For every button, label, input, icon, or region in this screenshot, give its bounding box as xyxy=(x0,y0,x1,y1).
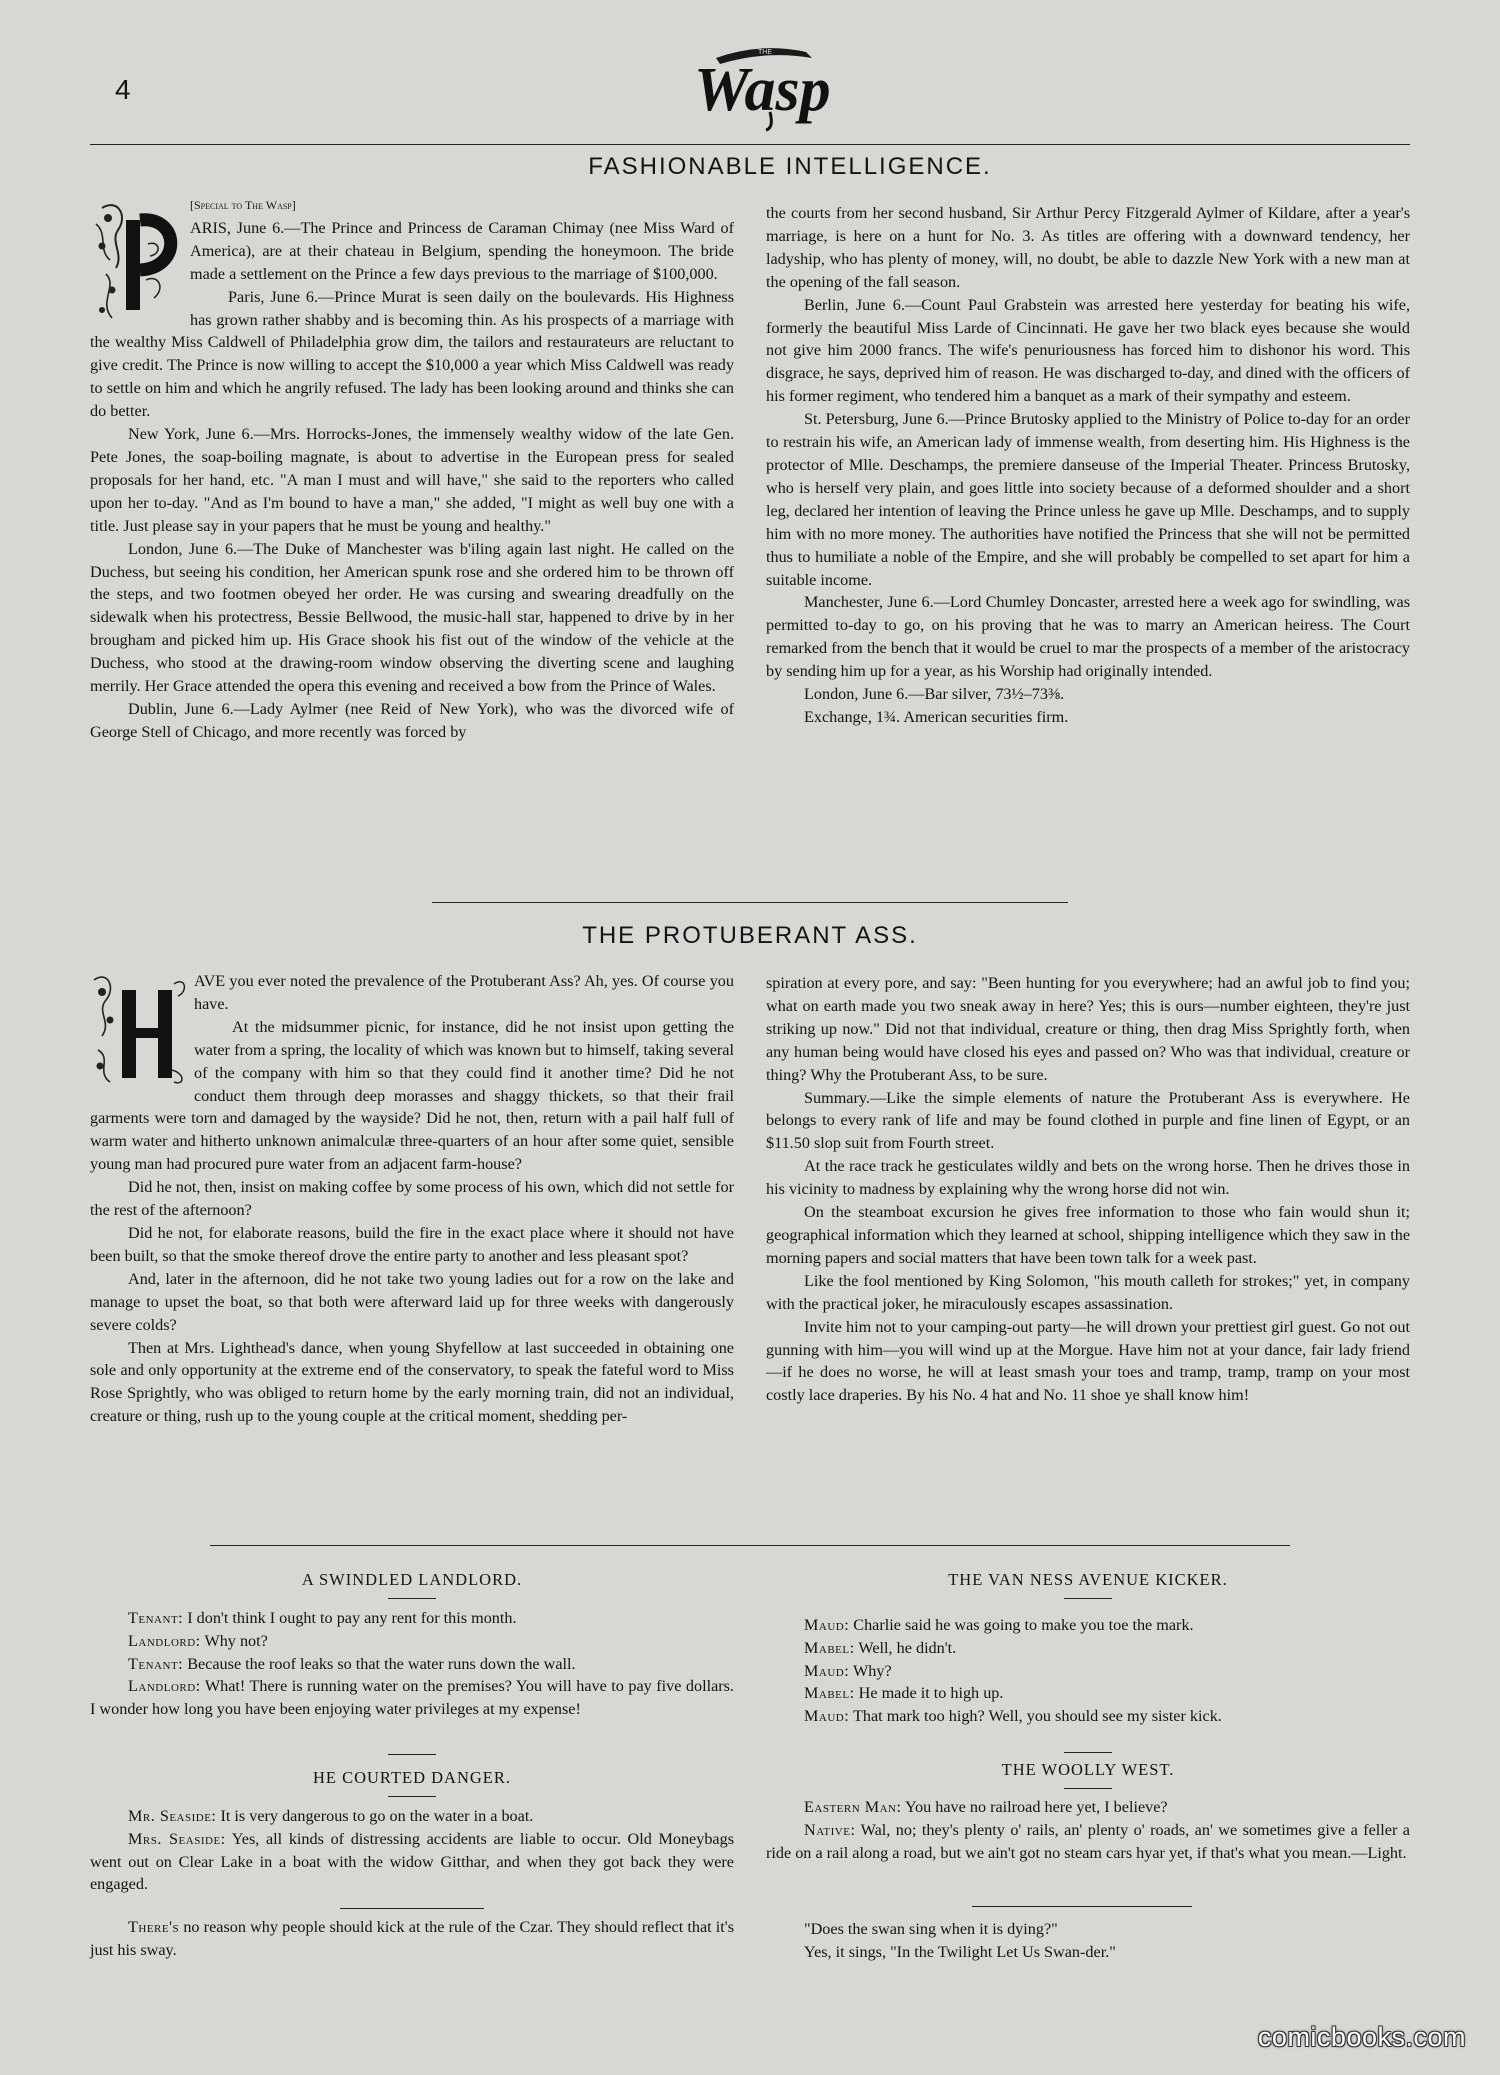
kicker-title: THE VAN NESS AVENUE KICKER. xyxy=(948,1570,1228,1589)
dialog-line: Mabel: He made it to high up. xyxy=(804,1684,1004,1703)
dialog-line: Eastern Man: You have no railroad here yet, I believe? xyxy=(804,1798,1168,1816)
ass-para-1: AVE you ever noted the prevalence of the Protuberant Ass? Ah, yes. Of course you have. xyxy=(194,972,734,1013)
czar-text: no reason why people should kick at the rule of the Czar. They should reflect that it's just his sway. xyxy=(90,1918,734,1959)
dialog-line: Mr. Seaside: It is very dangerous to go on the water in a boat. xyxy=(128,1807,534,1825)
fashion-column-right xyxy=(766,202,1410,884)
dialog-line: Mabel: Well, he didn't. xyxy=(804,1638,957,1657)
swan-rule xyxy=(972,1906,1192,1907)
woolly-rule xyxy=(1064,1788,1112,1789)
fashion-para-6: the courts from her second husband, Sir Arthur Percy Fitzgerald Aylmer of Kildare, after a year's marriage, is here on a hunt for No. 3. As titles are offering with a downward tendency, her ladyship, who has plenty of money, will, no doubt, be able to dazzle New York with a new man at the opening of the fall season. xyxy=(766,204,1410,291)
fashion-para-1: ARIS, June 6.—The Prince and Princess de Caraman Chimay (nee Miss Ward of America), are at their chateau in Belgium, spending the honeymoon. The bride made a settlement on the Prince a few days previous to the marriage of $100,000. xyxy=(190,218,734,283)
logo-small-text: THE xyxy=(758,49,772,56)
czar-rule xyxy=(340,1908,484,1909)
logo-main-text: Wasp xyxy=(694,56,831,124)
swindled-dialog xyxy=(90,1607,734,1721)
woolly-dialog xyxy=(766,1796,1410,1864)
swindled-rule xyxy=(388,1598,436,1599)
fashion-para-10: London, June 6.—Bar silver, 73½–73⅜. xyxy=(804,685,1065,704)
fashion-para-11: Exchange, 1¾. American securities firm. xyxy=(804,707,1069,726)
special-byline: [Special to The Wasp] xyxy=(190,198,296,212)
watermark: comicbooks.com xyxy=(1257,2022,1466,2052)
kicker-rule xyxy=(1064,1598,1112,1599)
czar-paragraph xyxy=(90,1916,734,1962)
ass-para-12: Invite him not to your camping-out party—he will drown your prettiest girl guest. Go not out gunning with him—you will wind up at the Morgue. Have him not at your dance, fair lady friend—if he does no worse, he will at least smash your toes and tramp, tramp, tramp on your most costly lace draperies. By his No. 4 hat and No. 11 shoe ye shall know him! xyxy=(766,1317,1410,1405)
dialog-line: Tenant: Because the roof leaks so that the water runs down the wall. xyxy=(128,1654,576,1673)
ass-para-6: Then at Mrs. Lighthead's dance, when young Shyfellow at last succeeded in obtaining one sole and only opportunity at the extreme end of the conservatory, to speak the fateful word to Miss Rose Sprightly, who was obliged to return home by the early morning train, did not an individual, creature or thing, rush up to the young couple at the critical moment, shedding per- xyxy=(90,1338,734,1426)
swan-answer: Yes, it sings, "In the Twilight Let Us Swan-der." xyxy=(804,1942,1116,1961)
dialog-line: Landlord: Why not? xyxy=(128,1631,268,1650)
danger-top-rule xyxy=(388,1754,436,1755)
ornate-h-dropcap-icon xyxy=(90,970,188,1088)
ass-para-5: And, later in the afternoon, did he not take two young ladies out for a row on the lake and manage to upset the boat, so that both were afterward laid up for three weeks with dangerously severe colds? xyxy=(90,1269,734,1334)
ass-para-9: At the race track he gesticulates wildly and bets on the wrong horse. Then he drives those in his vicinity to madness by explaining why the wrong horse did not win. xyxy=(766,1157,1410,1199)
ass-column-right xyxy=(766,972,1410,1530)
ass-para-4: Did he not, for elaborate reasons, build the fire in the exact place where it should not have been built, so that the smoke thereof drove the entire party to another and less pleasant spot? xyxy=(90,1223,734,1265)
fashion-column-left xyxy=(90,194,734,884)
swan-question: "Does the swan sing when it is dying?" xyxy=(804,1920,1058,1938)
czar-lead: There's xyxy=(128,1918,180,1936)
fashion-para-7: Berlin, June 6.—Count Paul Grabstein was arrested here yesterday for beating his wife, formerly the beautiful Miss Larde of Cincinnati. He gave her two black eyes because she would not give him 2000 francs. The wife's penuriousness has forced him to dishonor his word. This disgrace, he says, deprived him of reason. He was discharged to-day, and dined with the officers of his former regiment, who tendered him a banquet as a mark of their sympathy and esteem. xyxy=(766,295,1410,406)
dialog-line: Maud: That mark too high? Well, you should see my sister kick. xyxy=(804,1707,1222,1726)
ass-column-left xyxy=(90,970,734,1530)
dialog-line: Landlord: What! There is running water on the premises? You will have to pay five dollars. I wonder how long you have been enjoying water privileges at my expense! xyxy=(90,1677,734,1719)
dialog-line: Maud: Why? xyxy=(804,1661,892,1680)
section-divider xyxy=(432,902,1068,903)
ass-title: THE PROTUBERANT ASS. xyxy=(500,922,1000,950)
danger-dialog xyxy=(90,1805,734,1896)
dialog-line: Tenant: I don't think I ought to pay any rent for this month. xyxy=(128,1609,517,1627)
dialog-line: Mrs. Seaside: Yes, all kinds of distressing accidents are liable to occur. Old Moneybags went out on Clear Lake in a boat with the widow Gitthar, and when they got back they were engaged. xyxy=(90,1829,734,1894)
fashion-para-9: Manchester, June 6.—Lord Chumley Doncaster, arrested here a week ago for swindling, was permitted to-day to go, on his proving that he was to marry an American heiress. The Court remarked from the bench that it would be cruel to mar the prospects of a member of the aristocracy by sending him up for a year, as his Worship had originally intended. xyxy=(766,593,1410,681)
ass-para-10: On the steamboat excursion he gives free information to those who fain would shun it; geographical information which they learned at school, shipping intelligence which they saw in the morning papers and social matters that have been town talk for a week past. xyxy=(766,1203,1410,1267)
swindled-title: A SWINDLED LANDLORD. xyxy=(301,1570,523,1589)
woolly-title: THE WOOLLY WEST. xyxy=(1001,1760,1175,1779)
wasp-logo xyxy=(686,36,836,132)
lower-divider xyxy=(210,1545,1290,1546)
fashion-para-3: New York, June 6.—Mrs. Horrocks-Jones, the immensely wealthy widow of the late Gen. Pete Jones, the soap-boiling magnate, is about to advertise in the European press for sealed proposals for her hand, etc. "A man I must and will have," she said to the reporters who called upon her to-day. "And as I'm bound to have a man," she added, "I might as well buy one with a title. Just please say in your papers that he must be young and healthy." xyxy=(90,425,734,535)
woolly-top-rule xyxy=(1064,1752,1112,1753)
dialog-line: Maud: Charlie said he was going to make you toe the mark. xyxy=(804,1616,1194,1634)
swan-paragraph xyxy=(766,1918,1410,1964)
danger-title: HE COURTED DANGER. xyxy=(312,1768,512,1787)
fashion-para-2: Paris, June 6.—Prince Murat is seen daily on the boulevards. His Highness has grown rather shabby and is becoming thin. As his prospects of a marriage with the wealthy Miss Caldwell of Philadelphia grow dim, the tailors and restaurateurs are reluctant to give credit. The Prince is now willing to accept the $10,000 a year which Miss Caldwell was ready to settle on him and which he angrily refused. The lady has been looking around and thinks she can do better. xyxy=(90,287,734,421)
ass-para-7: spiration at every pore, and say: "Been hunting for you everywhere; had an awful job to find you; what on earth made you two sneak away in here? Yes; this is ours—number eighteen, they're just striking up now." Did not that individual, creature or thing, then drag Miss Sprightly forth, when any human being would have closed his eyes and passed on? Who was that individual, creature or thing? Why the Protuberant Ass, to be sure. xyxy=(766,974,1410,1084)
page-number: 4 xyxy=(115,74,131,105)
ass-para-11: Like the fool mentioned by King Solomon, "his mouth calleth for strokes;" yet, in company with the practical joker, he miraculously escapes assassination. xyxy=(766,1271,1410,1313)
ornate-p-dropcap-icon xyxy=(90,194,184,326)
fashion-title: FASHIONABLE INTELLIGENCE. xyxy=(540,153,1040,181)
fashion-para-4: London, June 6.—The Duke of Manchester was b'iling again last night. He called on the Duchess, but seeing his condition, her American spunk rose and she ordered him to be thrown off the steps, and two footmen obeyed her order. He was cursing and swearing dreadfully on the sidewalk when his protectress, Bessie Bellwood, the music-hall star, happened to drive by in her brougham and picked him up. His Grace shook his fist out of the window of the vehicle at the Duchess, who stood at the drawing-room window observing the diverting scene and laughing merrily. Her Grace attended the opera this evening and received a bow from the Prince of Wales. xyxy=(90,539,734,696)
ass-para-8: Summary.—Like the simple elements of nature the Protuberant Ass is everywhere. He belongs to every rank of life and may be found clothed in purple and fine linen of Egypt, or an $11.50 slop suit from Fourth street. xyxy=(766,1088,1410,1153)
dialog-line: Native: Wal, no; they's plenty o' rails, an' plenty o' roads, an' we sometimes give a feller a ride on a rail along a road, but we ain't got no steam cars hyar yet, if that's what you mean.—Light. xyxy=(766,1820,1410,1862)
ass-para-2: At the midsummer picnic, for instance, did he not insist upon getting the water from a spring, the locality of which was known but to himself, taking several of the company with him so that they could find it another time? Did he not conduct them through deep morasses and shaggy thickets, so that their frail garments were torn and damaged by the wayside? Did he not, then, return with a pail half full of warm water and hitherto unknown animalculæ three-quarters of an hour after some quiet, sensible young man had procured pure water from an adjacent farm-house? xyxy=(90,1017,734,1174)
fashion-para-8: St. Petersburg, June 6.—Prince Brutosky applied to the Ministry of Police to-day for an order to restrain his wife, an American lady of immense wealth, from deserting him. His Highness is the protector of Mlle. Deschamps, the premiere danseuse of the Imperial Theater. Princess Brutosky, who is herself very plain, and goes little into society because of a deformed shoulder and a short leg, declared her intention of leaving the Prince unless he gave up Mlle. Deschamps, and to supply him with no more money. The authorities have notified the Princess that she will not be permitted thus to humiliate a noble of the Empire, and she will probably be compelled to set apart for him a suitable income. xyxy=(766,410,1410,589)
kicker-dialog xyxy=(766,1614,1410,1728)
danger-rule xyxy=(388,1796,436,1797)
ass-para-3: Did he not, then, insist on making coffee by some process of his own, which did not settle for the rest of the afternoon? xyxy=(90,1178,734,1220)
fashion-para-5: Dublin, June 6.—Lady Aylmer (nee Reid of New York), who was the divorced wife of George Stell of Chicago, and more recently was forced by xyxy=(90,699,734,741)
top-rule xyxy=(90,144,1410,145)
